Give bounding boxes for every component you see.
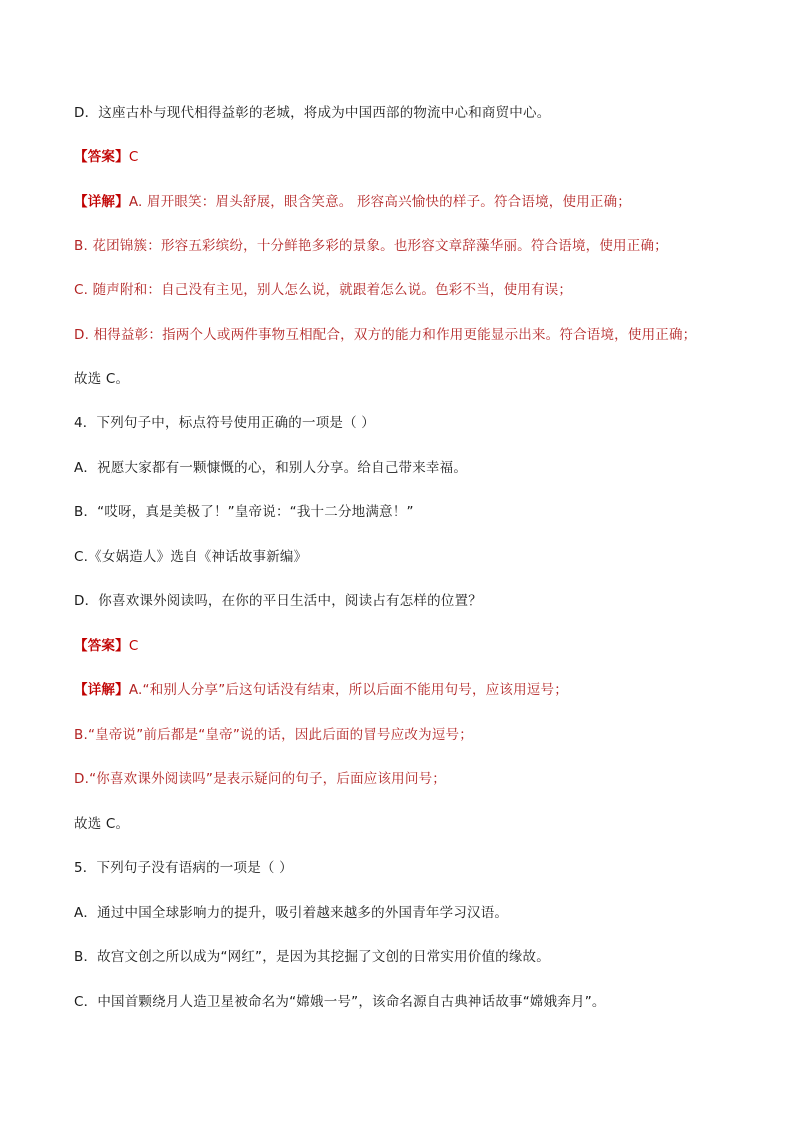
- q3-detail-d: D. 相得益彰：指两个人或两件事物互相配合，双方的能力和作用更能显示出来。符合语境，使用正确；: [74, 327, 697, 343]
- q4-answer: [74, 636, 734, 656]
- q3-detail-b: B. 花团锦簇：形容五彩缤纷，十分鲜艳多彩的景象。也形容文章辞藻华丽。符合语境，使用正确；: [74, 238, 668, 254]
- q4-option-d: D．你喜欢课外阅读吗，在你的平日生活中，阅读占有怎样的位置？: [74, 593, 482, 609]
- q5-stem: 5．下列句子没有语病的一项是（ ）: [74, 860, 293, 876]
- q4-detail-b: B.“皇帝说”前后都是“皇帝”说的话，因此后面的冒号应改为逗号；: [74, 727, 473, 743]
- q4-option-c: C.《女娲造人》选自《神话故事新编》: [74, 549, 308, 565]
- q3-option-d: D．这座古朴与现代相得益彰的老城，将成为中国西部的物流中心和商贸中心。: [74, 105, 551, 121]
- detail-text: A.“和别人分享”后这句话没有结束，所以后面不能用句号，应该用逗号；: [128, 682, 568, 698]
- q4-option-b: B．“哎呀，真是美极了！”皇帝说：“我十二分地满意！”: [74, 504, 414, 520]
- q3-detail-c: C. 随声附和：自己没有主见，别人怎么说，就跟着怎么说。色彩不当，使用有误；: [74, 282, 573, 298]
- q3-conclusion: 故选 C。: [74, 371, 130, 387]
- answer-label: 【答案】: [74, 149, 129, 165]
- q5-option-a: A．通过中国全球影响力的提升，吸引着越来越多的外国青年学习汉语。: [74, 905, 509, 921]
- q5-option-c: C．中国首颗绕月人造卫星被命名为“嫦娥一号”，该命名源自古典神话故事“嫦娥奔月”。: [74, 994, 606, 1010]
- q4-option-a: A．祝愿大家都有一颗慷慨的心，和别人分享。给自己带来幸福。: [74, 460, 468, 476]
- q3-answer: [74, 147, 734, 167]
- q4-detail-d: D.“你喜欢课外阅读吗”是表示疑问的句子，后面应该用问号；: [74, 771, 446, 787]
- q5-option-b: B．故宫文创之所以成为“网红”，是因为其挖掘了文创的日常实用价值的缘故。: [74, 949, 550, 965]
- q3-detail-a: [74, 192, 734, 212]
- answer-value: C: [128, 149, 139, 165]
- q4-conclusion: 故选 C。: [74, 816, 130, 832]
- detail-label: 【详解】: [74, 194, 129, 210]
- answer-value: C: [128, 638, 139, 654]
- q4-stem: 4．下列句子中，标点符号使用正确的一项是（ ）: [74, 415, 375, 431]
- detail-label: 【详解】: [74, 682, 129, 698]
- detail-text: A. 眉开眼笑：眉头舒展，眼含笑意。 形容高兴愉快的样子。符合语境，使用正确；: [128, 194, 631, 210]
- q4-detail-a: [74, 680, 734, 700]
- answer-label: 【答案】: [74, 638, 129, 654]
